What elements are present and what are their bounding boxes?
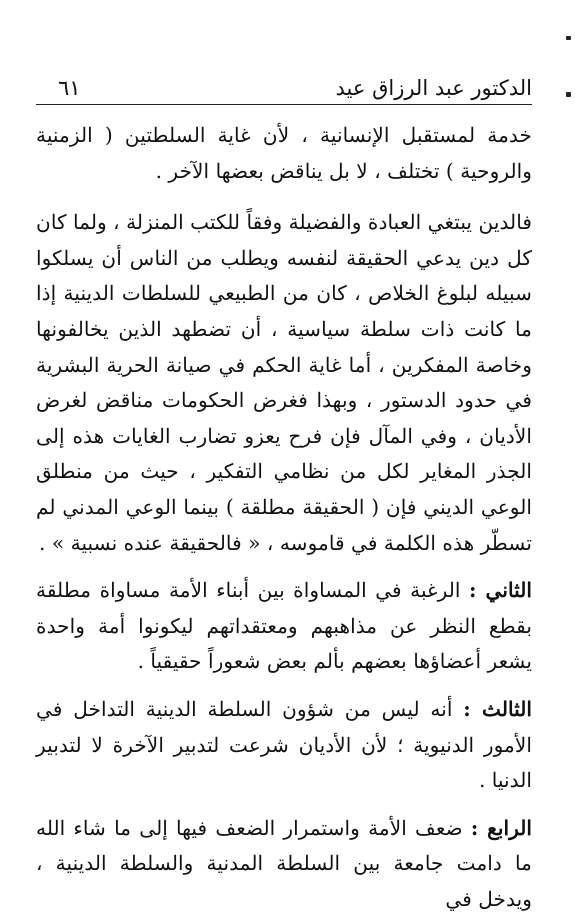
paragraph-text: الرغبة في المساواة بين أبناء الأمة مساواة مطلقة بقطع النظر عن مذاهبهم ومعتقداتهم ليكونوا أمة واحدة يشعر أعضاؤها بعضهم بألم بعض شعوراً حقيقياً . <box>36 578 532 674</box>
paragraph-lead: الثالث : <box>463 696 532 721</box>
body-text <box>36 118 532 917</box>
paragraph-text: ضعف الأمة واستمرار الضعف فيها إلى ما شاء الله ما دامت جامعة بين السلطة المدنية والسلطة الدينية ، ويدخل في <box>36 815 532 911</box>
paragraph-lead: الرابع : <box>470 815 532 840</box>
paragraph <box>36 205 532 561</box>
running-title: الدكتور عبد الرزاق عيد <box>335 76 532 100</box>
scan-edge-mark <box>566 36 571 40</box>
paragraph <box>36 692 532 799</box>
paragraph-text: خدمة لمستقبل الإنسانية ، لأن غاية السلطتين ( الزمنية والروحية ) تختلف ، لا بل يناقض بعضها الآخر . <box>36 123 532 183</box>
page-number: ٦١ <box>58 76 81 100</box>
paragraph-lead: الثاني : <box>469 578 532 603</box>
scan-edge-mark <box>566 92 571 97</box>
paragraph <box>36 118 532 189</box>
paragraph-text: فالدين يبتغي العبادة والفضيلة وفقاً للكتب المنزلة ، ولما كان كل دين يدعي الحقيقة لنفسه ويطلب من الناس أن يسلكوا سبيله لبلوغ الخلاص ، كان من الطبيعي للسلطات الدينية إذا ما كانت ذات سلطة سياسية ، أن تضطهد الذين يخالفونها وخاصة المفكرين ، أما غاية الحكم في صيانة الحرية البشرية في حدود الدستور ، وبهذا فغرض الحكومات مناقض لغرض الأديان ، وفي المآل فإن فرح يعزو تضارب الغايات هذه إلى الجذر المغاير لكل من نظامي التفكير ، حيث من منطلق الوعي الديني فإن ( الحقيقة مطلقة ) بينما الوعي المدني لم تسطّر هذه الكلمة في قاموسه ، « فالحقيقة عنده نسبية » . <box>36 210 532 555</box>
running-header <box>36 74 532 105</box>
paragraph-text: أنه ليس من شؤون السلطة الدينية التداخل في الأمور الدنيوية ؛ لأن الأديان شرعت لتدبير الآخرة لا لتدبير الدنيا . <box>36 696 532 793</box>
paragraph <box>36 573 532 680</box>
paragraph <box>36 811 532 917</box>
